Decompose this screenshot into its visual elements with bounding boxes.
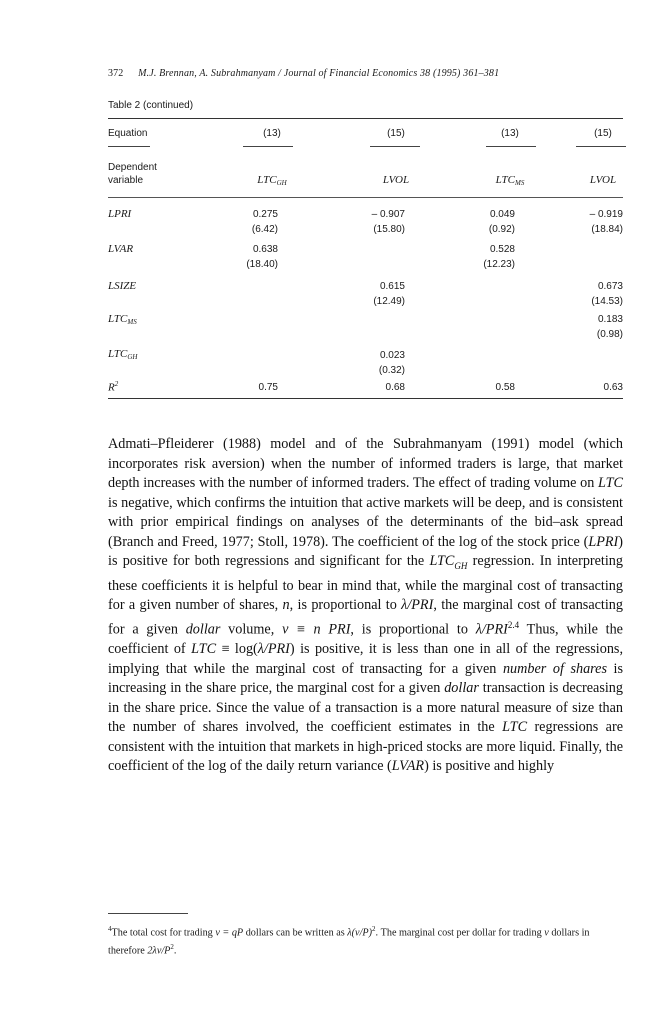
table-cell: – 0.907 xyxy=(371,209,405,220)
col-4-underline xyxy=(576,146,626,147)
dependent-col-3: $LTC_{MS}$ xyxy=(495,174,525,187)
table-cell: (6.42) xyxy=(251,224,278,235)
journal-citation: M.J. Brennan, A. Subrahmanyam / Journal of Financial Economics 38 (1995) 361–381 xyxy=(138,68,500,79)
equation-col-2: (15) xyxy=(387,128,405,139)
table-cell: 0.75 xyxy=(258,382,278,393)
table-cell: 0.68 xyxy=(385,382,405,393)
equation-col-3: (13) xyxy=(501,128,519,139)
row-label-ltc-ms: $LTC_{MS}$ xyxy=(108,313,137,326)
table-header-rule xyxy=(108,197,623,198)
equation-col-4: (15) xyxy=(594,128,612,139)
row-label-r-squared: $R^2$ xyxy=(108,380,119,394)
table-cell: (12.49) xyxy=(373,296,405,307)
col-1-underline xyxy=(243,146,293,147)
running-head xyxy=(108,68,628,79)
dependent-label-line2: variable xyxy=(108,175,144,186)
row-label-lvar: LVAR xyxy=(108,243,134,255)
table-cell: 0.673 xyxy=(597,281,623,292)
footnote-rule xyxy=(108,913,188,914)
table-cell: 0.638 xyxy=(252,244,278,255)
table-cell: – 0.919 xyxy=(589,209,623,220)
table-caption: Table 2 (continued) xyxy=(108,100,194,111)
col-2-underline xyxy=(370,146,420,147)
table-cell: 0.58 xyxy=(495,382,515,393)
table-cell: (18.40) xyxy=(246,259,278,270)
equation-label-underline xyxy=(108,146,150,147)
dependent-label-line1: Dependent xyxy=(108,162,157,173)
table-cell: 0.275 xyxy=(252,209,278,220)
row-label-lsize: LSIZE xyxy=(108,280,137,292)
dependent-col-2: LVOL xyxy=(382,174,410,186)
row-label-lpri: LPRI xyxy=(108,208,132,220)
table-bottom-rule xyxy=(108,398,623,399)
col-3-underline xyxy=(486,146,536,147)
table-cell: (0.32) xyxy=(378,365,405,376)
table-cell: 0.528 xyxy=(489,244,515,255)
table-cell: (12.23) xyxy=(483,259,515,270)
footnote-marker: 4 xyxy=(108,925,112,933)
table-cell: (15.80) xyxy=(373,224,405,235)
page-number: 372 xyxy=(108,68,124,79)
table-cell: (14.53) xyxy=(591,296,623,307)
table-top-rule xyxy=(108,118,623,119)
table-cell: 0.615 xyxy=(379,281,405,292)
table-cell: (18.84) xyxy=(591,224,623,235)
table-cell: 0.023 xyxy=(379,350,405,361)
table-cell: (0.98) xyxy=(596,329,623,340)
table-cell: 0.183 xyxy=(597,314,623,325)
footnote: $^4$The total cost for trading v = qP dollars can be written as $\lambda(v/P)^2$. The marginal cost per dollar for trading v dollars in therefore $2\lambda v/P^2$. xyxy=(108,925,590,957)
table-cell: (0.92) xyxy=(488,224,515,235)
equation-col-1: (13) xyxy=(263,128,281,139)
body-paragraph: Admati–Pfleiderer (1988) model and of the Subrahmanyam (1991) model (which incorporates risk aversion) when the number of informed traders is large, that market depth increases with the number of informed traders. The effect of trading volume on LTC is negative, which confirms the intuition that active markets will be deep, and is consistent with prior empirical findings on analyses of the determinants of the bid–ask spread (Branch and Freed, 1977; Stoll, 1978). The coefficient of the log of the stock price (LPRI) is positive for both regressions and significant for the $LTC_{GH}$ regression. In interpreting these coefficients it is helpful to bear in mind that, while the marginal cost of transacting for a given number of shares, n, is proportional to λ/PRI, the marginal cost of transacting for a given dollar volume, v ≡ n PRI, is proportional to $\lambda/PRI^{2.4}$ Thus, while the coefficient of LTC ≡ log(λ/PRI) is positive, it is less than one in all of the regressions, implying that while the marginal cost of transacting for a given number of shares is increasing in the share price, the marginal cost for a given dollar transaction is decreasing in the share price. Since the value of a transaction is a more natural measure of size than the number of shares involved, the coefficient estimates in the LTC regressions are consistent with the intuition that markets in high-priced stocks are more liquid. Finally, the coefficient of the log of the daily return variance (LVAR) is positive and highly xyxy=(108,436,624,775)
row-label-ltc-gh: $LTC_{GH}$ xyxy=(108,348,138,361)
table-cell: 0.049 xyxy=(489,209,515,220)
equation-label: Equation xyxy=(108,128,148,139)
dependent-col-1: $LTC_{GH}$ xyxy=(257,174,287,187)
table-cell: 0.63 xyxy=(603,382,623,393)
dependent-col-4: LVOL xyxy=(589,174,617,186)
